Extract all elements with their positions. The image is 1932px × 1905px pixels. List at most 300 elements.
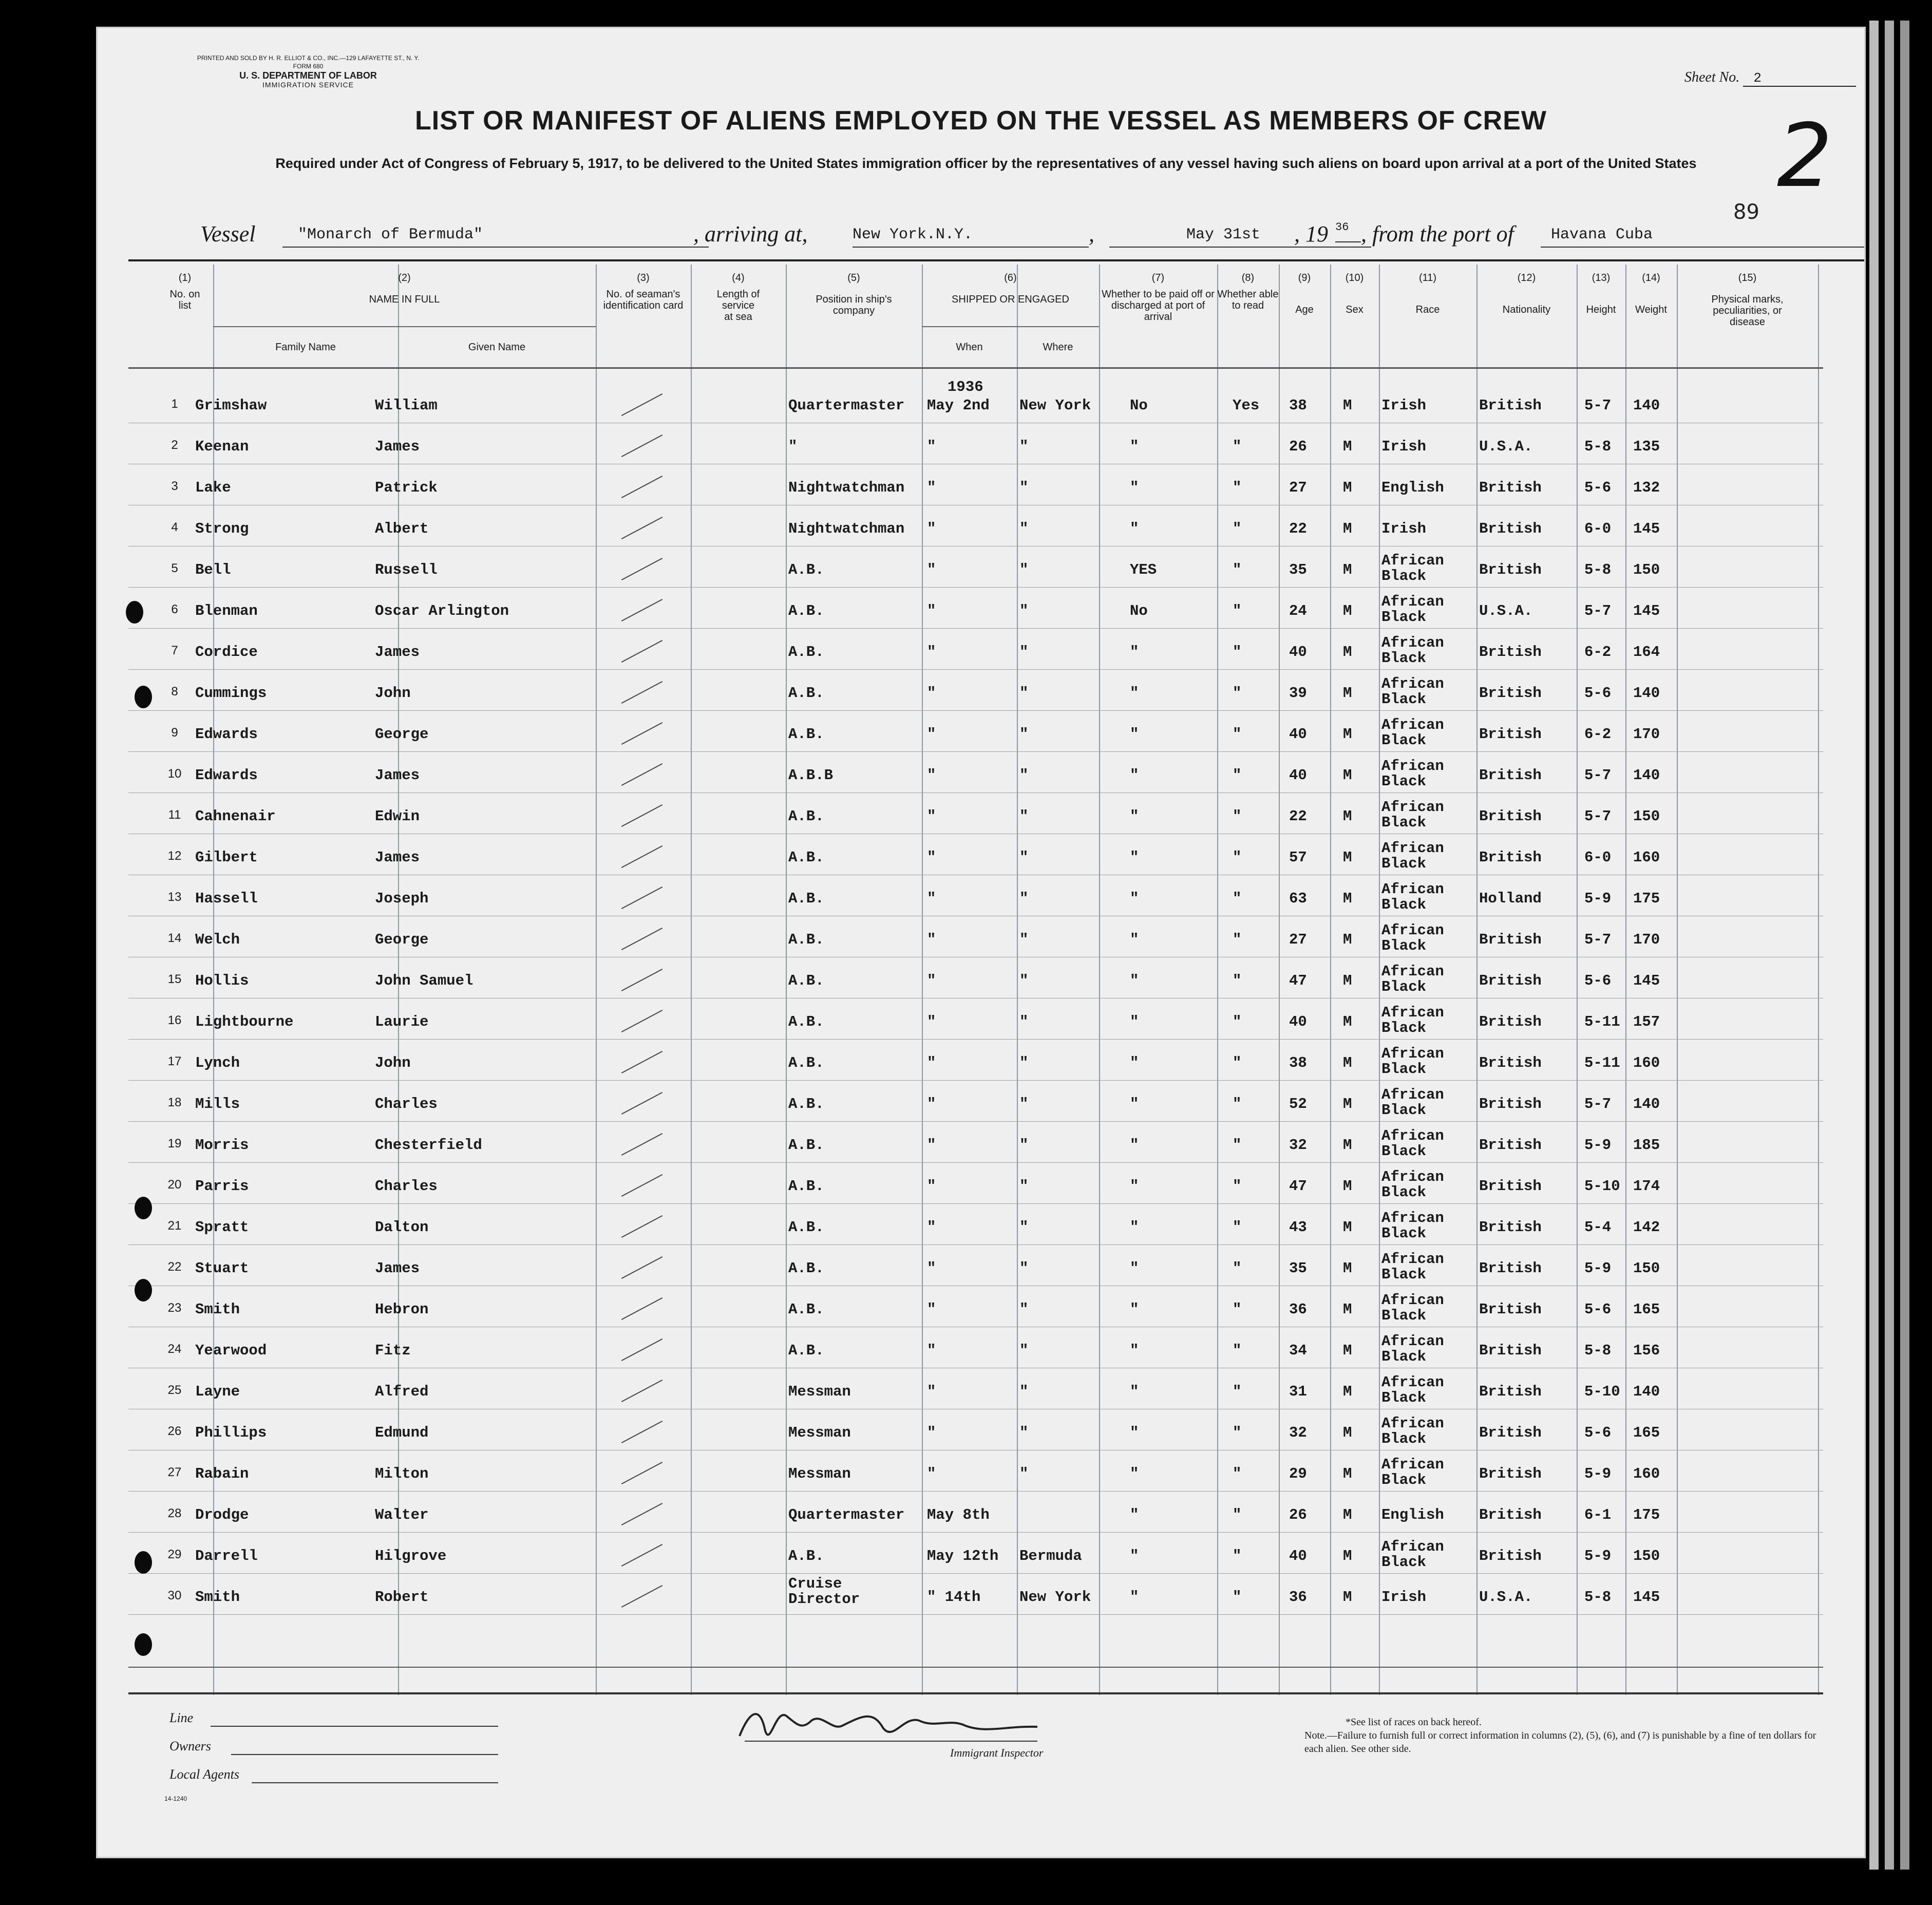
cell-given: Dalton [375,1219,429,1236]
cell-race: African [1381,1333,1444,1350]
header-col-label: Whether able to read [1217,289,1279,311]
cell-no: 1 [171,397,178,411]
cell-race: African [1381,1210,1444,1227]
cell-family: Lynch [195,1054,240,1071]
inspector-label: Immigrant Inspector [950,1746,1044,1759]
cell-sex: M [1343,1178,1352,1195]
cell-read: " [1233,726,1242,743]
header-name-divider [213,326,596,327]
table-row [128,958,1823,998]
cell-sex: M [1343,1137,1352,1154]
cell-weight: 175 [1633,1506,1660,1523]
cell-paid: " [1130,520,1139,537]
cell-height: 5-7 [1584,1096,1612,1112]
cell-no: 20 [167,1178,182,1192]
cell-race: African [1381,1086,1444,1103]
cell-age: 22 [1289,808,1307,825]
cell-position: A.B. [788,808,824,825]
cell-race: English [1381,1506,1444,1523]
cell-given: Robert [375,1589,429,1606]
cell-where: New York [1019,1589,1091,1606]
id-card-checkmark [621,1092,662,1115]
cell-read: " [1233,849,1242,866]
cell-weight: 145 [1633,520,1660,537]
cell-paid: " [1130,849,1139,866]
cell-read: " [1233,1096,1242,1112]
cell-nat: U.S.A. [1479,438,1533,455]
cell-no: 14 [167,931,182,945]
cell-read: " [1233,1383,1242,1400]
cell-given: Russell [375,561,438,578]
cell-read: " [1233,808,1242,825]
binder-hole [135,1279,152,1302]
table-row [128,1081,1823,1121]
cell-given: Oscar Arlington [375,602,509,619]
cell-weight: 132 [1633,479,1660,496]
cell-sex: M [1343,1383,1352,1400]
cell-where: " [1019,561,1029,578]
cell-weight: 135 [1633,438,1660,455]
cell-read: " [1233,644,1242,661]
printer-line: PRINTED AND SOLD BY H. R. ELLIOT & CO., INC.—129 LAFAYETTE ST., N. Y. [197,54,420,62]
id-card-checkmark [621,969,662,991]
cell-no: 23 [167,1301,182,1315]
cell-height: 5-8 [1584,1342,1612,1359]
from-port: Havana Cuba [1541,226,1864,248]
cell-family: Welch [195,931,240,948]
cell-weight: 150 [1633,808,1660,825]
cell-family: Cummings [195,685,267,702]
cell-read: " [1233,561,1242,578]
cell-position: A.B. [788,1548,824,1564]
cell-where: " [1019,972,1029,989]
binder-hole [126,601,143,624]
cell-age: 36 [1289,1589,1307,1606]
year-label: , 19 [1294,221,1328,247]
cell-race-line2: Black [1381,1184,1427,1201]
cell-sex: M [1343,520,1352,537]
cell-family: Smith [195,1589,240,1606]
form-imprint [144,54,472,89]
cell-no: 3 [171,479,178,493]
cell-given: James [375,644,420,661]
cell-no: 5 [171,561,178,575]
cell-read: " [1233,438,1242,455]
table-row [128,1492,1823,1532]
cell-where: " [1019,1178,1029,1195]
id-card-checkmark [621,1338,662,1361]
form-number: FORM 680 [293,63,324,70]
id-card-checkmark [621,599,662,621]
cell-age: 35 [1289,561,1307,578]
cell-when: " [927,972,936,989]
header-col-label: Sex [1346,304,1363,315]
id-card-checkmark [621,1297,662,1320]
cell-nat: British [1479,1548,1542,1564]
cell-paid: No [1130,602,1148,619]
header-shipped-engaged [922,272,1099,305]
cell-race: African [1381,881,1444,898]
cell-nat: British [1479,397,1542,414]
table-row [128,1369,1823,1409]
cell-race-line2: Black [1381,855,1427,872]
table-row [128,794,1823,834]
cell-height: 5-10 [1584,1178,1620,1195]
cell-height: 6-2 [1584,644,1612,661]
cell-no: 4 [171,520,178,534]
cell-where: " [1019,438,1029,455]
cell-race-line2: Black [1381,773,1427,790]
cell-height: 6-2 [1584,726,1612,743]
cell-height: 5-7 [1584,602,1612,619]
cell-when: " [927,931,936,948]
cell-race: African [1381,1538,1444,1555]
cell-age: 52 [1289,1096,1307,1112]
cell-when: " [927,1424,936,1441]
cell-nat: British [1479,479,1542,496]
arriving-label: , arriving at, [693,221,808,247]
cell-weight: 165 [1633,1301,1660,1318]
cell-sex: M [1343,602,1352,619]
binder-hole [135,1633,152,1656]
cell-age: 38 [1289,397,1307,414]
cell-height: 5-7 [1584,397,1612,414]
cell-paid: " [1130,1013,1139,1030]
row-rule [128,1244,1823,1245]
cell-family: Lightbourne [195,1013,294,1030]
local-agents-label: Local Agents [169,1767,240,1782]
cell-age: 26 [1289,1506,1307,1523]
cell-height: 5-8 [1584,561,1612,578]
handwritten-page-number: 2 [1777,105,1833,207]
table-row [128,835,1823,875]
cell-position: Messman [788,1465,851,1482]
table-row [128,1246,1823,1286]
cell-paid: " [1130,1219,1139,1236]
cell-height: 6-1 [1584,1506,1612,1523]
cell-age: 40 [1289,1013,1307,1030]
header-col-label: Age [1295,304,1314,315]
cell-position: A.B. [788,1219,824,1236]
table-row [128,1328,1823,1368]
cell-race-line2: Black [1381,1225,1427,1242]
vessel-label: Vessel [200,221,256,247]
cell-position: Nightwatchman [788,479,905,496]
cell-given: Laurie [375,1013,429,1030]
cell-when: " [927,808,936,825]
arrival-date: May 31st [1109,226,1371,248]
cell-paid: " [1130,644,1139,661]
cell-paid: " [1130,1383,1139,1400]
cell-race: African [1381,963,1444,980]
cell-position: A.B. [788,644,824,661]
cell-weight: 174 [1633,1178,1660,1195]
cell-height: 5-11 [1584,1013,1620,1030]
cell-age: 26 [1289,438,1307,455]
arriving-port: New York.N.Y. [853,226,1089,248]
footer-form-number: 14-1240 [164,1795,187,1802]
line-field [211,1726,498,1727]
id-card-checkmark [621,763,662,786]
cell-read: " [1233,685,1242,702]
cell-race: African [1381,840,1444,857]
cell-when: " [927,1096,936,1112]
cell-family: Grimshaw [195,397,267,414]
cell-given: Alfred [375,1383,429,1400]
row-rule [128,1491,1823,1492]
cell-height: 5-6 [1584,1301,1612,1318]
manifest-sheet [98,28,1864,1857]
header-sex [1330,272,1379,315]
cell-given: Charles [375,1178,438,1195]
cell-family: Rabain [195,1465,249,1482]
table-row [128,999,1823,1039]
cell-where: " [1019,1013,1029,1030]
cell-weight: 150 [1633,561,1660,578]
cell-family: Layne [195,1383,240,1400]
id-card-checkmark [621,887,662,909]
cell-position: A.B. [788,1096,824,1112]
sheet-number-value: 2 [1743,70,1856,87]
cell-weight: 140 [1633,397,1660,414]
cell-age: 36 [1289,1301,1307,1318]
cell-age: 43 [1289,1219,1307,1236]
cell-no: 12 [167,849,182,863]
footer-rule [128,1692,1823,1694]
cell-race-line2: Black [1381,1020,1427,1036]
document-title: LIST OR MANIFEST OF ALIENS EMPLOYED ON THE VESSEL AS MEMBERS OF CREW [415,106,1547,136]
cell-family: Strong [195,520,249,537]
row-rule [128,628,1823,629]
header-col-label: Height [1586,304,1616,315]
cell-position: A.B.B [788,767,834,784]
cell-no: 16 [167,1013,182,1027]
cell-position: A.B. [788,1013,824,1030]
cell-when: " [927,1342,936,1359]
cell-height: 5-6 [1584,479,1612,496]
cell-no: 21 [167,1219,182,1233]
cell-nat: British [1479,808,1542,825]
table-row [128,1451,1823,1491]
cell-race: African [1381,922,1444,939]
cell-race: African [1381,593,1444,610]
cell-paid: " [1130,931,1139,948]
cell-when: " [927,767,936,784]
cell-paid: " [1130,1096,1139,1112]
cell-age: 38 [1289,1054,1307,1071]
cell-race-line2: Black [1381,609,1427,626]
cell-sex: M [1343,890,1352,907]
cell-paid: " [1130,438,1139,455]
cell-race: African [1381,1374,1444,1391]
arrival-year: 36 [1335,221,1361,242]
cell-sex: M [1343,726,1352,743]
cell-when: May 12th [927,1548,999,1564]
cell-no: 19 [167,1137,182,1150]
cell-age: 29 [1289,1465,1307,1482]
id-card-checkmark [621,1503,662,1525]
cell-nat: British [1479,972,1542,989]
cell-given: John [375,685,411,702]
cell-where: " [1019,1424,1029,1441]
cell-no: 15 [167,972,182,986]
header-col-number: (13) [1592,272,1611,284]
cell-height: 5-6 [1584,1424,1612,1441]
cell-paid: " [1130,1548,1139,1564]
table-top-rule [128,259,1864,261]
cell-family: Yearwood [195,1342,267,1359]
cell-height: 5-4 [1584,1219,1612,1236]
table-row [128,711,1823,751]
header-age [1279,272,1330,315]
cell-race-line2: Black [1381,650,1427,667]
cell-position: A.B. [788,1260,824,1277]
cell-height: 5-9 [1584,1548,1612,1564]
id-card-checkmark [621,804,662,827]
id-card-checkmark [621,681,662,704]
cell-race: Irish [1381,1589,1427,1606]
cell-race-line2: Black [1381,937,1427,954]
cell-no: 7 [171,644,178,657]
cell-race: English [1381,479,1444,496]
cell-race: African [1381,758,1444,775]
cell-when: May 2nd [927,397,990,414]
cell-given: Charles [375,1096,438,1112]
vessel-info-row [200,221,1844,252]
cell-nat: British [1479,931,1542,948]
cell-race: African [1381,1045,1444,1062]
cell-when: " [927,602,936,619]
cell-paid: " [1130,1465,1139,1482]
cell-family: Cahnenair [195,808,276,825]
header-able-to-read [1217,272,1279,311]
cell-nat: U.S.A. [1479,1589,1533,1606]
cell-given: James [375,1260,420,1277]
cell-height: 5-11 [1584,1054,1620,1071]
cell-given: William [375,397,438,414]
header-col-label: Weight [1635,304,1667,315]
cell-height: 5-9 [1584,1137,1612,1154]
header-col-label: SHIPPED OR ENGAGED [952,294,1069,305]
cell-weight: 185 [1633,1137,1660,1154]
header-col-number: (5) [847,272,860,284]
cell-height: 6-0 [1584,849,1612,866]
header-col-number: (6) [1004,272,1017,284]
header-where: Where [1043,342,1073,353]
cell-nat: British [1479,726,1542,743]
cell-when: " [927,1465,936,1482]
cell-family: Drodge [195,1506,249,1523]
cell-family: Blenman [195,602,258,619]
cell-when: " [927,1383,936,1400]
header-position [786,272,922,316]
cell-family: Lake [195,479,231,496]
table-row [128,876,1823,916]
row-rule [128,1532,1823,1533]
cell-read: " [1233,602,1242,619]
cell-read: " [1233,1465,1242,1482]
cell-height: 5-7 [1584,931,1612,948]
cell-given: Edwin [375,808,420,825]
header-height [1577,272,1625,315]
cell-age: 32 [1289,1424,1307,1441]
cell-nat: British [1479,1424,1542,1441]
id-card-checkmark [621,1174,662,1197]
cell-when: " [927,1178,936,1195]
header-service-length [691,272,786,323]
table-row [128,1040,1823,1080]
header-col-label: Whether to be paid off or discharged at port of arrival [1102,289,1215,323]
cell-nat: British [1479,1219,1542,1236]
table-row [128,1574,1823,1614]
cell-height: 5-6 [1584,972,1612,989]
header-col-number: (7) [1151,272,1165,284]
cell-nat: British [1479,1054,1542,1071]
cell-race: African [1381,1251,1444,1268]
table-row [128,670,1823,710]
cell-age: 27 [1289,479,1307,496]
owners-field [231,1754,498,1755]
cell-position: Quartermaster [788,397,905,414]
cell-position: A.B. [788,726,824,743]
cell-when: " 14th [927,1589,981,1606]
table-row [128,588,1823,628]
cell-read: " [1233,931,1242,948]
page-stack-edge [1869,21,1879,1870]
cell-weight: 164 [1633,644,1660,661]
cell-paid: " [1130,890,1139,907]
cell-height: 5-7 [1584,767,1612,784]
table-row [128,1410,1823,1450]
cell-no: 27 [167,1465,182,1479]
line-label: Line [169,1710,194,1725]
cell-race: African [1381,552,1444,569]
cell-family: Spratt [195,1219,249,1236]
cell-family: Hassell [195,890,258,907]
header-physical-marks [1677,272,1818,328]
cell-where: " [1019,520,1029,537]
table-bottom-rule [128,1667,1823,1668]
header-col-label: Nationality [1502,304,1551,315]
cell-family: Keenan [195,438,249,455]
cell-race: African [1381,1127,1444,1144]
cell-when: " [927,890,936,907]
cell-weight: 170 [1633,726,1660,743]
cell-race: African [1381,716,1444,733]
id-card-checkmark [621,558,662,580]
cell-read: " [1233,767,1242,784]
cell-height: 5-6 [1584,685,1612,702]
cell-race: African [1381,634,1444,651]
cell-nat: British [1479,1506,1542,1523]
cell-where: " [1019,1342,1029,1359]
cell-family: Morris [195,1137,249,1154]
cell-sex: M [1343,397,1352,414]
cell-race-line2: Black [1381,978,1427,995]
cell-weight: 145 [1633,972,1660,989]
id-card-checkmark [621,845,662,868]
cell-given: Hebron [375,1301,429,1318]
cell-no: 8 [171,685,178,699]
cell-sex: M [1343,1054,1352,1071]
cell-when: " [927,1219,936,1236]
local-agents-field [252,1782,498,1783]
cell-given: Fitz [375,1342,411,1359]
cell-position: A.B. [788,849,824,866]
cell-nat: British [1479,1383,1542,1400]
header-weight [1625,272,1677,315]
cell-read: " [1233,1013,1242,1030]
